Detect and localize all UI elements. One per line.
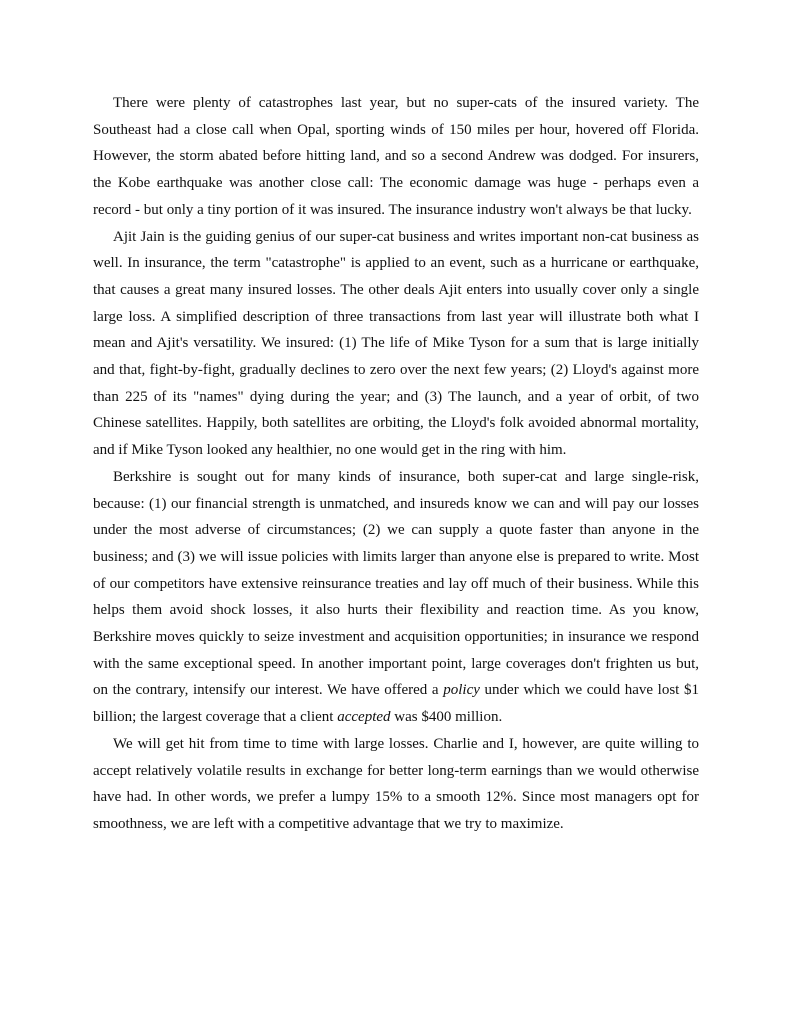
paragraph-ajit-jain: Ajit Jain is the guiding genius of our super-cat business and writes important non-cat business as well. In insurance, the term "catastrophe" is applied to an event, such as a hurricane or earthquake, that causes a great many insured losses. The other deals Ajit enters into usually cover only a single large loss. A simplified description of three transactions from last year will illustrate both what I mean and Ajit's versatility. We insured: (1) The life of Mike Tyson for a sum that is large initially and that, fight-by-fight, gradually declines to zero over the next few years; (2) Lloyd's against more than 225 of its "names" dying during the year; and (3) The launch, and a year of orbit, of two Chinese satellites. Happily, both satellites are orbiting, the Lloyd's folk avoided abnormal mortality, and if Mike Tyson looked any healthier, no one would get in the ring with him. [93,228,699,459]
paragraph-text-segment: under which we could have lost $1 billion; the largest coverage that a client [93,682,699,726]
paragraph-large-losses: We will get hit from time to time with large losses. Charlie and I, however, are quite willing to accept relatively volatile results in exchange for better long-term earnings than we would otherwise have had. In other words, we prefer a lumpy 15% to a smooth 12%. Since most managers opt for smoothness, we are left with a competitive advantage that we try to maximize. [93,735,699,832]
italic-accepted: accepted [337,709,391,726]
paragraph-text-segment: was $400 million. [390,709,503,726]
italic-policy: policy [443,682,480,699]
body-text [93,90,699,838]
paragraph-text-segment: Berkshire is sought out for many kinds of insurance, both super-cat and large single-risk, because: (1) our financial strength is unmatched, and insureds know we can and will pay our losses under the most adverse of circumstances; (2) we can supply a quote faster than anyone in the business; and (3) we will issue policies with limits larger than anyone else is prepared to write. Most of our competitors have extensive reinsurance treaties and lay off much of their business. While this helps them avoid shock losses, it also hurts their flexibility and reaction time. As you know, Berkshire moves quickly to seize investment and acquisition opportunities; in insurance we respond with the same exceptional speed. In another important point, large coverages don't frighten us but, on the contrary, intensify our interest. We have offered a [93,468,699,699]
paragraph-berkshire-insurance [93,464,699,731]
paragraph-supercats: There were plenty of catastrophes last year, but no super-cats of the insured variety. The Southeast had a close call when Opal, sporting winds of 150 miles per hour, hovered off Florida. However, the storm abated before hitting land, and so a second Andrew was dodged. For insurers, the Kobe earthquake was another close call: The economic damage was huge - perhaps even a record - but only a tiny portion of it was insured. The insurance industry won't always be that lucky. [93,95,699,218]
